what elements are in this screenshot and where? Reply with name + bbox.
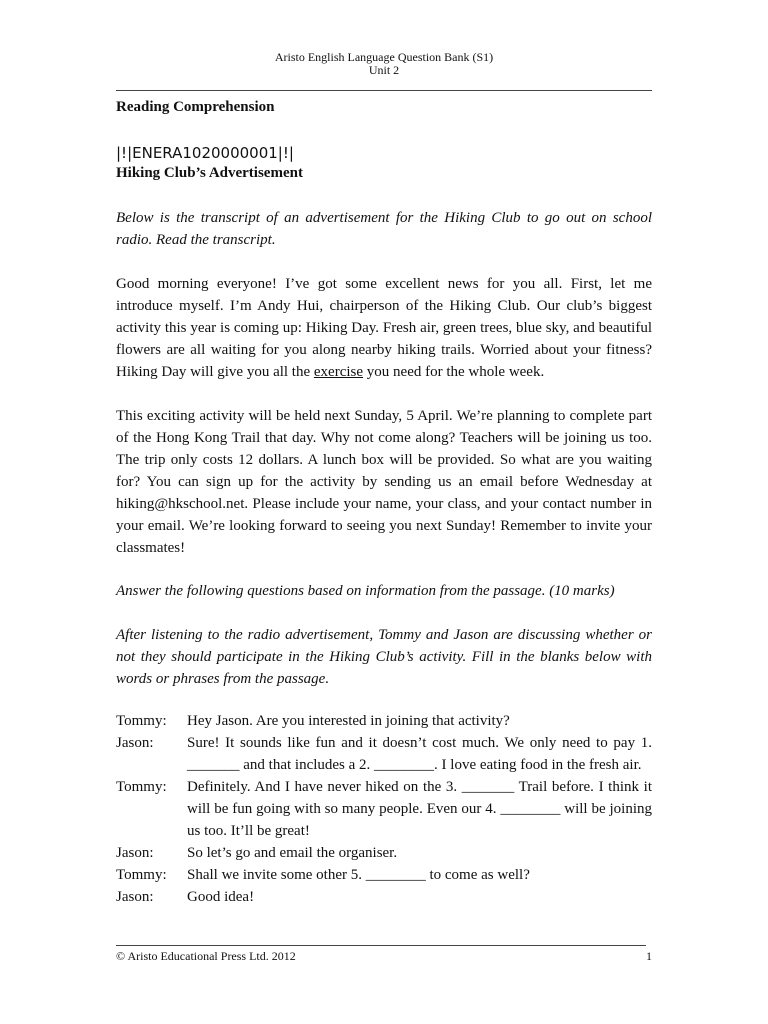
speech: So let’s go and email the organiser.: [187, 845, 398, 861]
item-title: Hiking Club’s Advertisement: [116, 165, 303, 181]
dialogue-line: [116, 776, 652, 842]
speech: Definitely. And I have never hiked on the 3. _______ Trail before. I think it will be fun going with so many people. Even our 4. ________ will be joining us too. It’ll be great!: [187, 779, 652, 839]
page-number: 1: [646, 949, 652, 963]
dialogue-line: [116, 710, 652, 732]
speaker: Tommy:: [116, 779, 167, 795]
underlined-word: exercise: [313, 364, 364, 380]
paragraph-1-text: Good morning everyone! I’ve got some excellent news for you all. First, let me introduce myself. I’m Andy Hui, chairperson of the Hiking Club. Our club’s biggest activity this year is coming up: Hiking Day. Fresh air, green trees, blue sky, and beautiful flowers are all waiting for you along nearby hiking trails. Worried about your fitness? Hiking Day will give you all the: [116, 276, 652, 380]
speaker: Tommy:: [116, 867, 167, 883]
speaker: Jason:: [116, 845, 154, 861]
passage-paragraph-2: This exciting activity will be held next Sunday, 5 April. We’re planning to complete part of the Hong Kong Trail that day. Why not come along? Teachers will be joining us too. The trip only costs 12 dollars. A lunch box will be provided. So what are you waiting for? You can sign up for the activity by sending us an email before Wednesday at hiking@hkschool.net. Please include your name, your class, and your contact number in your email. We’re looking forward to seeing you next Sunday! Remember to invite your classmates!: [116, 408, 652, 556]
section-title: Reading Comprehension: [116, 99, 275, 115]
intro-text: Below is the transcript of an advertisement for the Hiking Club to go out on school radio. Read the transcript.: [116, 210, 652, 248]
speech: Hey Jason. Are you interested in joining that activity?: [187, 713, 510, 729]
header-unit: Unit 2: [368, 63, 400, 77]
speaker: Jason:: [116, 889, 154, 905]
speaker: Jason:: [116, 735, 154, 751]
speech: Sure! It sounds like fun and it doesn’t cost much. We only need to pay 1. _______ and that includes a 2. ________. I love eating food in the fresh air.: [187, 735, 652, 773]
page-header: [116, 51, 652, 77]
dialogue-line: [116, 842, 652, 864]
speaker: Tommy:: [116, 713, 167, 729]
instruction-marks: Answer the following questions based on information from the passage. (10 marks): [116, 583, 615, 599]
dialogue-line: [116, 864, 652, 886]
footer-divider: [116, 945, 646, 946]
paragraph-1-end: you need for the whole week.: [363, 364, 545, 380]
dialogue-line: [116, 732, 652, 776]
copyright-notice: © Aristo Educational Press Ltd. 2012: [116, 949, 296, 963]
header-title: Aristo English Language Question Bank (S1): [274, 50, 494, 64]
item-code: |!|ENERA1020000001|!|: [116, 144, 294, 162]
dialogue: [116, 710, 652, 908]
header-divider: [116, 90, 652, 91]
dialogue-line: [116, 886, 652, 908]
speech: Shall we invite some other 5. ________ to come as well?: [187, 867, 530, 883]
passage-paragraph-1: [116, 273, 652, 383]
speech: Good idea!: [187, 889, 255, 905]
instruction-fill-blanks: After listening to the radio advertisement, Tommy and Jason are discussing whether or not they should participate in the Hiking Club’s activity. Fill in the blanks below with words or phrases from the passage.: [116, 627, 652, 687]
